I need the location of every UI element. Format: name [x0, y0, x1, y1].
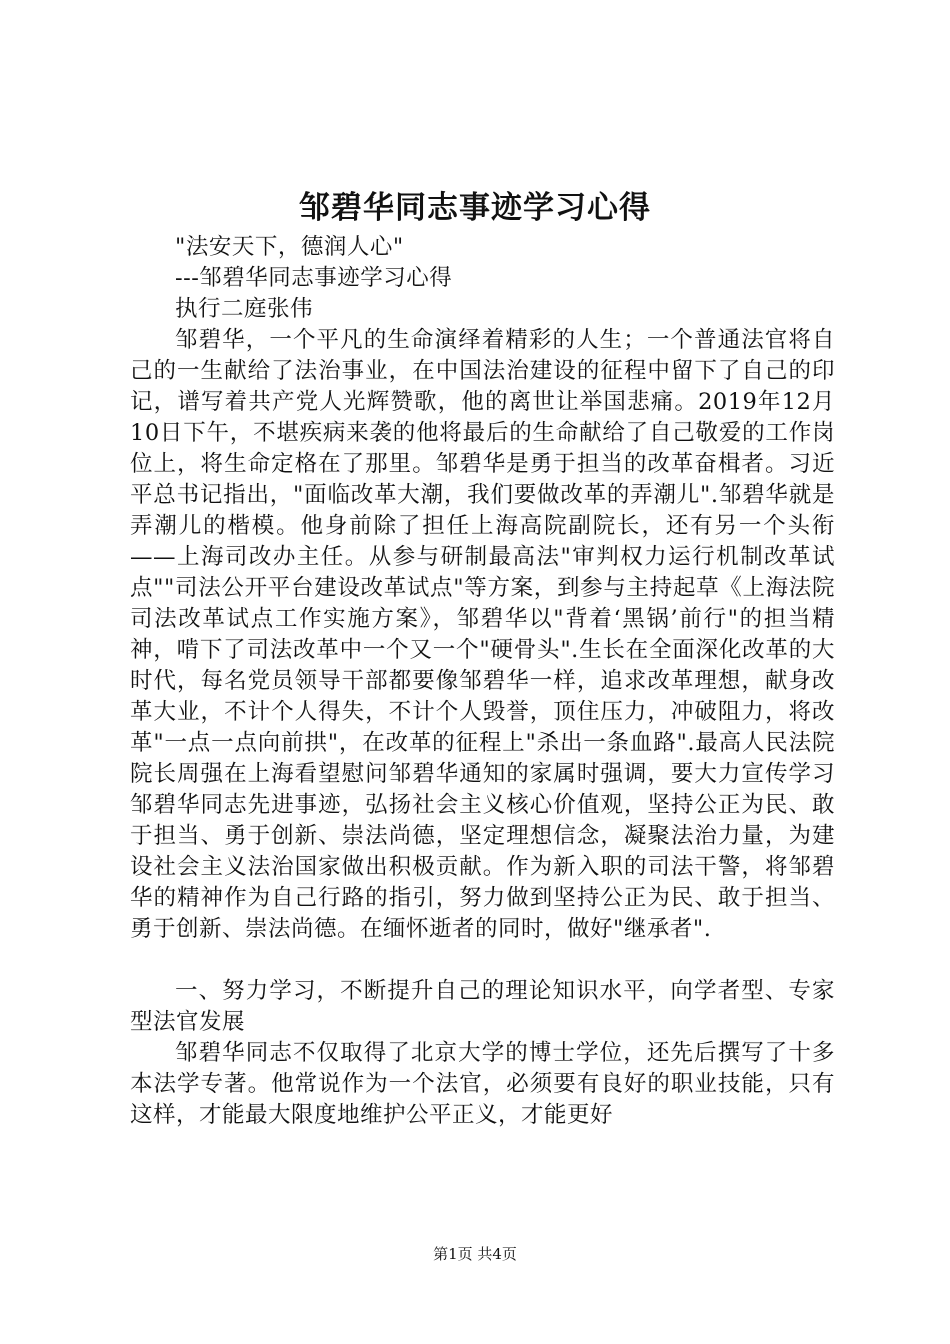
paragraph-2: 邹碧华同志不仅取得了北京大学的博士学位，还先后撰写了十多本法学专著。他常说作为一个法官，必须要有良好的职业技能，只有这样，才能最大限度地维护公平正义，才能更好	[130, 1040, 835, 1128]
subtitle-line-1: "法安天下，德润人心"	[175, 234, 404, 260]
paragraph-1: 邹碧华，一个平凡的生命演绎着精彩的人生；一个普通法官将自己的一生献给了法治事业，在中国法治建设的征程中留下了自己的印记，谱写着共产党人光辉赞歌，他的离世让举国悲痛。2019年12月10日下午，不堪疾病来袭的他将最后的生命献给了自己敬爱的工作岗位上，将生命定格在了那里。邹碧华是勇于担当的改革奋楫者。习近平总书记指出，"面临改革大潮，我们要做改革的弄潮儿".邹碧华就是弄潮儿的楷模。他身前除了担任上海高院副院长，还有另一个头衔——上海司改办主任。从参与研制最高法"审判权力运行机制改革试点""司法公开平台建设改革试点"等方案，到参与主持起草《上海法院司法改革试点工作实施方案》，邹碧华以"背着‘黑锅’前行"的担当精神，啃下了司法改革中一个又一个"硬骨头".生长在全面深化改革的大时代，每名党员领导干部都要像邹碧华一样，追求改革理想，献身改革大业，不计个人得失，不计个人毁誉，顶住压力，冲破阻力，将改革"一点一点向前拱"，在改革的征程上"杀出一条血路".最高人民法院院长周强在上海看望慰问邹碧华通知的家属时强调，要大力宣传学习邹碧华同志先进事迹，弘扬社会主义核心价值观，坚持公正为民、敢于担当、勇于创新、崇法尚德，坚定理想信念，凝聚法治力量，为建设社会主义法治国家做出积极贡献。作为新入职的司法干警，将邹碧华的精神作为自己行路的指引，努力做到坚持公正为民、敢于担当、勇于创新、崇法尚德。在缅怀逝者的同时，做好"继承者".	[130, 327, 835, 942]
document-body	[130, 232, 835, 1131]
subtitle-line-2: ---邹碧华同志事迹学习心得	[175, 265, 453, 291]
section-1-heading: 一、努力学习，不断提升自己的理论知识水平，向学者型、专家型法官发展	[130, 978, 835, 1035]
page-indicator: 第1页 共4页	[433, 1245, 517, 1263]
author-line: 执行二庭张伟	[175, 296, 314, 322]
document-title: 邹碧华同志事迹学习心得	[299, 190, 651, 226]
